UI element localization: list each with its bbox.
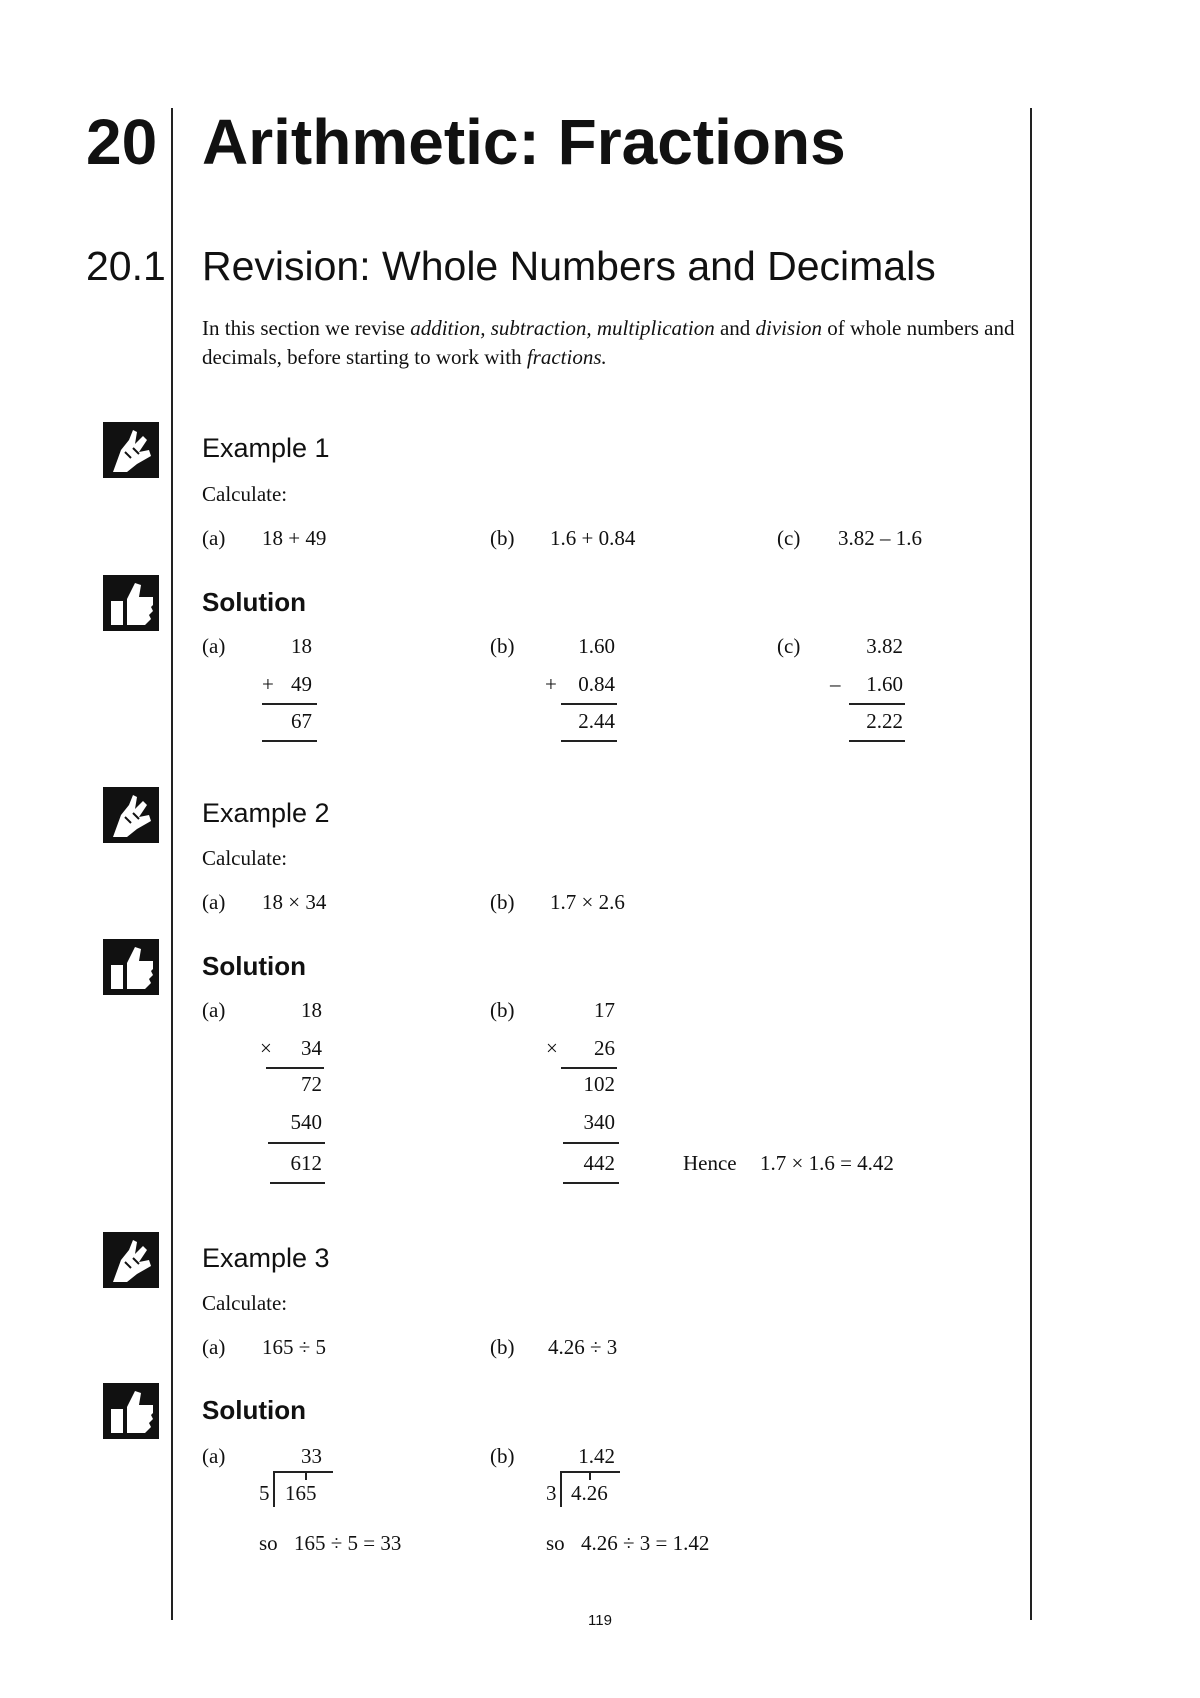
thumbs-up-icon — [103, 939, 159, 995]
solution-1c-rule-2 — [849, 740, 905, 742]
page-number: 119 — [588, 1612, 612, 1629]
left-margin-rule — [171, 108, 173, 1620]
solution-3b-dividend: 4.26 — [571, 1481, 608, 1505]
example-1b-expr: 1.6 + 0.84 — [550, 526, 636, 550]
solution-1c-top: 3.82 — [866, 634, 903, 658]
intro-emph-2: division — [755, 316, 823, 340]
example-3a-label: (a) — [202, 1335, 226, 1359]
solution-3a-statement: 165 ÷ 5 = 33 — [294, 1531, 402, 1555]
solution-2b-rule-3 — [563, 1182, 619, 1184]
solution-2b-partial-1: 102 — [583, 1072, 615, 1096]
solution-3a-quotient: 33 — [301, 1444, 322, 1468]
solution-3a-label: (a) — [202, 1444, 226, 1468]
solution-1c-label: (c) — [777, 634, 801, 658]
section-number: 20.1 — [86, 243, 166, 289]
solution-3b-divisor: 3 — [546, 1481, 557, 1505]
solution-1a-result: 67 — [291, 709, 312, 733]
solution-2a-result: 612 — [290, 1151, 322, 1175]
chapter-number: 20 — [86, 106, 158, 178]
solution-3a-dividend: 165 — [285, 1481, 317, 1505]
solution-3b-statement: 4.26 ÷ 3 = 1.42 — [581, 1531, 710, 1555]
example-2a-expr: 18 × 34 — [262, 890, 327, 914]
solution-2b-rule-2 — [563, 1142, 619, 1144]
example-1c-expr: 3.82 – 1.6 — [838, 526, 922, 550]
solution-1a-rule-2 — [262, 740, 317, 742]
example-1-heading: Example 1 — [202, 433, 330, 463]
solution-2a-rule — [266, 1067, 324, 1069]
solution-1a-label: (a) — [202, 634, 226, 658]
example-3-heading: Example 3 — [202, 1243, 330, 1273]
solution-1b-top: 1.60 — [578, 634, 615, 658]
solution-2a-op: × — [260, 1036, 272, 1060]
solution-2a-rule-2 — [268, 1142, 325, 1144]
example-2b-label: (b) — [490, 890, 515, 914]
solution-3a-division-bracket — [273, 1471, 275, 1507]
solution-2b-partial-2: 340 — [583, 1110, 615, 1134]
solution-1c-result: 2.22 — [866, 709, 903, 733]
solution-1-heading: Solution — [202, 587, 306, 617]
example-3b-label: (b) — [490, 1335, 515, 1359]
solution-3b-so: so — [546, 1531, 565, 1555]
example-2-prompt: Calculate: — [202, 846, 288, 870]
solution-2-heading: Solution — [202, 951, 306, 981]
solution-3b-label: (b) — [490, 1444, 515, 1468]
thumbs-up-icon — [103, 1383, 159, 1439]
intro-emph-1: addition, subtraction, multiplication — [410, 316, 715, 340]
solution-2a-top: 18 — [301, 998, 322, 1022]
solution-1b-label: (b) — [490, 634, 515, 658]
solution-3a-division-bar — [273, 1471, 333, 1473]
intro-emph-3: fractions. — [526, 345, 607, 369]
intro-text-3: of whole numbers and decimals, before starting to work with — [202, 316, 1015, 369]
example-3a-expr: 165 ÷ 5 — [262, 1335, 327, 1359]
solution-2-hence-expr: 1.7 × 1.6 = 4.42 — [760, 1151, 894, 1175]
intro-paragraph — [202, 314, 1022, 372]
solution-2-hence-label: Hence — [683, 1151, 737, 1175]
solution-1a-bottom: 49 — [291, 672, 312, 696]
solution-2b-op: × — [546, 1036, 558, 1060]
solution-2a-label: (a) — [202, 998, 226, 1022]
right-margin-rule — [1030, 108, 1032, 1620]
section-title: Revision: Whole Numbers and Decimals — [202, 243, 936, 289]
thumbs-up-icon — [103, 575, 159, 631]
solution-3-heading: Solution — [202, 1395, 306, 1425]
chapter-title: Arithmetic: Fractions — [202, 106, 846, 178]
example-2a-label: (a) — [202, 890, 226, 914]
example-1b-label: (b) — [490, 526, 515, 550]
hand-writing-icon — [103, 422, 159, 478]
solution-3a-divisor: 5 — [259, 1481, 270, 1505]
solution-2a-rule-3 — [270, 1182, 325, 1184]
solution-1b-result: 2.44 — [578, 709, 615, 733]
example-3-prompt: Calculate: — [202, 1291, 288, 1315]
example-3b-expr: 4.26 ÷ 3 — [548, 1335, 618, 1359]
example-1a-expr: 18 + 49 — [262, 526, 327, 550]
solution-1a-top: 18 — [291, 634, 312, 658]
solution-2a-partial-1: 72 — [301, 1072, 322, 1096]
example-2-heading: Example 2 — [202, 798, 330, 828]
intro-text-2: and — [714, 316, 756, 340]
solution-2b-result: 442 — [583, 1151, 615, 1175]
solution-3a-division-tick — [305, 1471, 307, 1480]
intro-text-1: In this section we revise — [202, 316, 411, 340]
solution-1b-bottom: 0.84 — [578, 672, 615, 696]
example-1a-label: (a) — [202, 526, 226, 550]
solution-2a-bottom: 34 — [301, 1036, 322, 1060]
solution-2b-bottom: 26 — [594, 1036, 615, 1060]
solution-2b-label: (b) — [490, 998, 515, 1022]
solution-3b-division-tick — [589, 1471, 591, 1480]
solution-2a-partial-2: 540 — [290, 1110, 322, 1134]
solution-1b-op: + — [545, 672, 557, 696]
solution-3a-so: so — [259, 1531, 278, 1555]
solution-2b-top: 17 — [594, 998, 615, 1022]
solution-1c-rule — [849, 703, 905, 705]
example-1-prompt: Calculate: — [202, 482, 288, 506]
solution-1a-op: + — [262, 672, 274, 696]
example-2b-expr: 1.7 × 2.6 — [550, 890, 625, 914]
solution-1c-bottom: 1.60 — [866, 672, 903, 696]
solution-2b-rule — [561, 1067, 617, 1069]
solution-1b-rule-2 — [561, 740, 617, 742]
solution-3b-division-bracket — [560, 1471, 562, 1507]
solution-3b-quotient: 1.42 — [578, 1444, 615, 1468]
example-1c-label: (c) — [777, 526, 801, 550]
hand-writing-icon — [103, 787, 159, 843]
hand-writing-icon — [103, 1232, 159, 1288]
solution-1a-rule — [262, 703, 317, 705]
solution-1b-rule — [561, 703, 617, 705]
solution-1c-op: – — [830, 672, 841, 696]
